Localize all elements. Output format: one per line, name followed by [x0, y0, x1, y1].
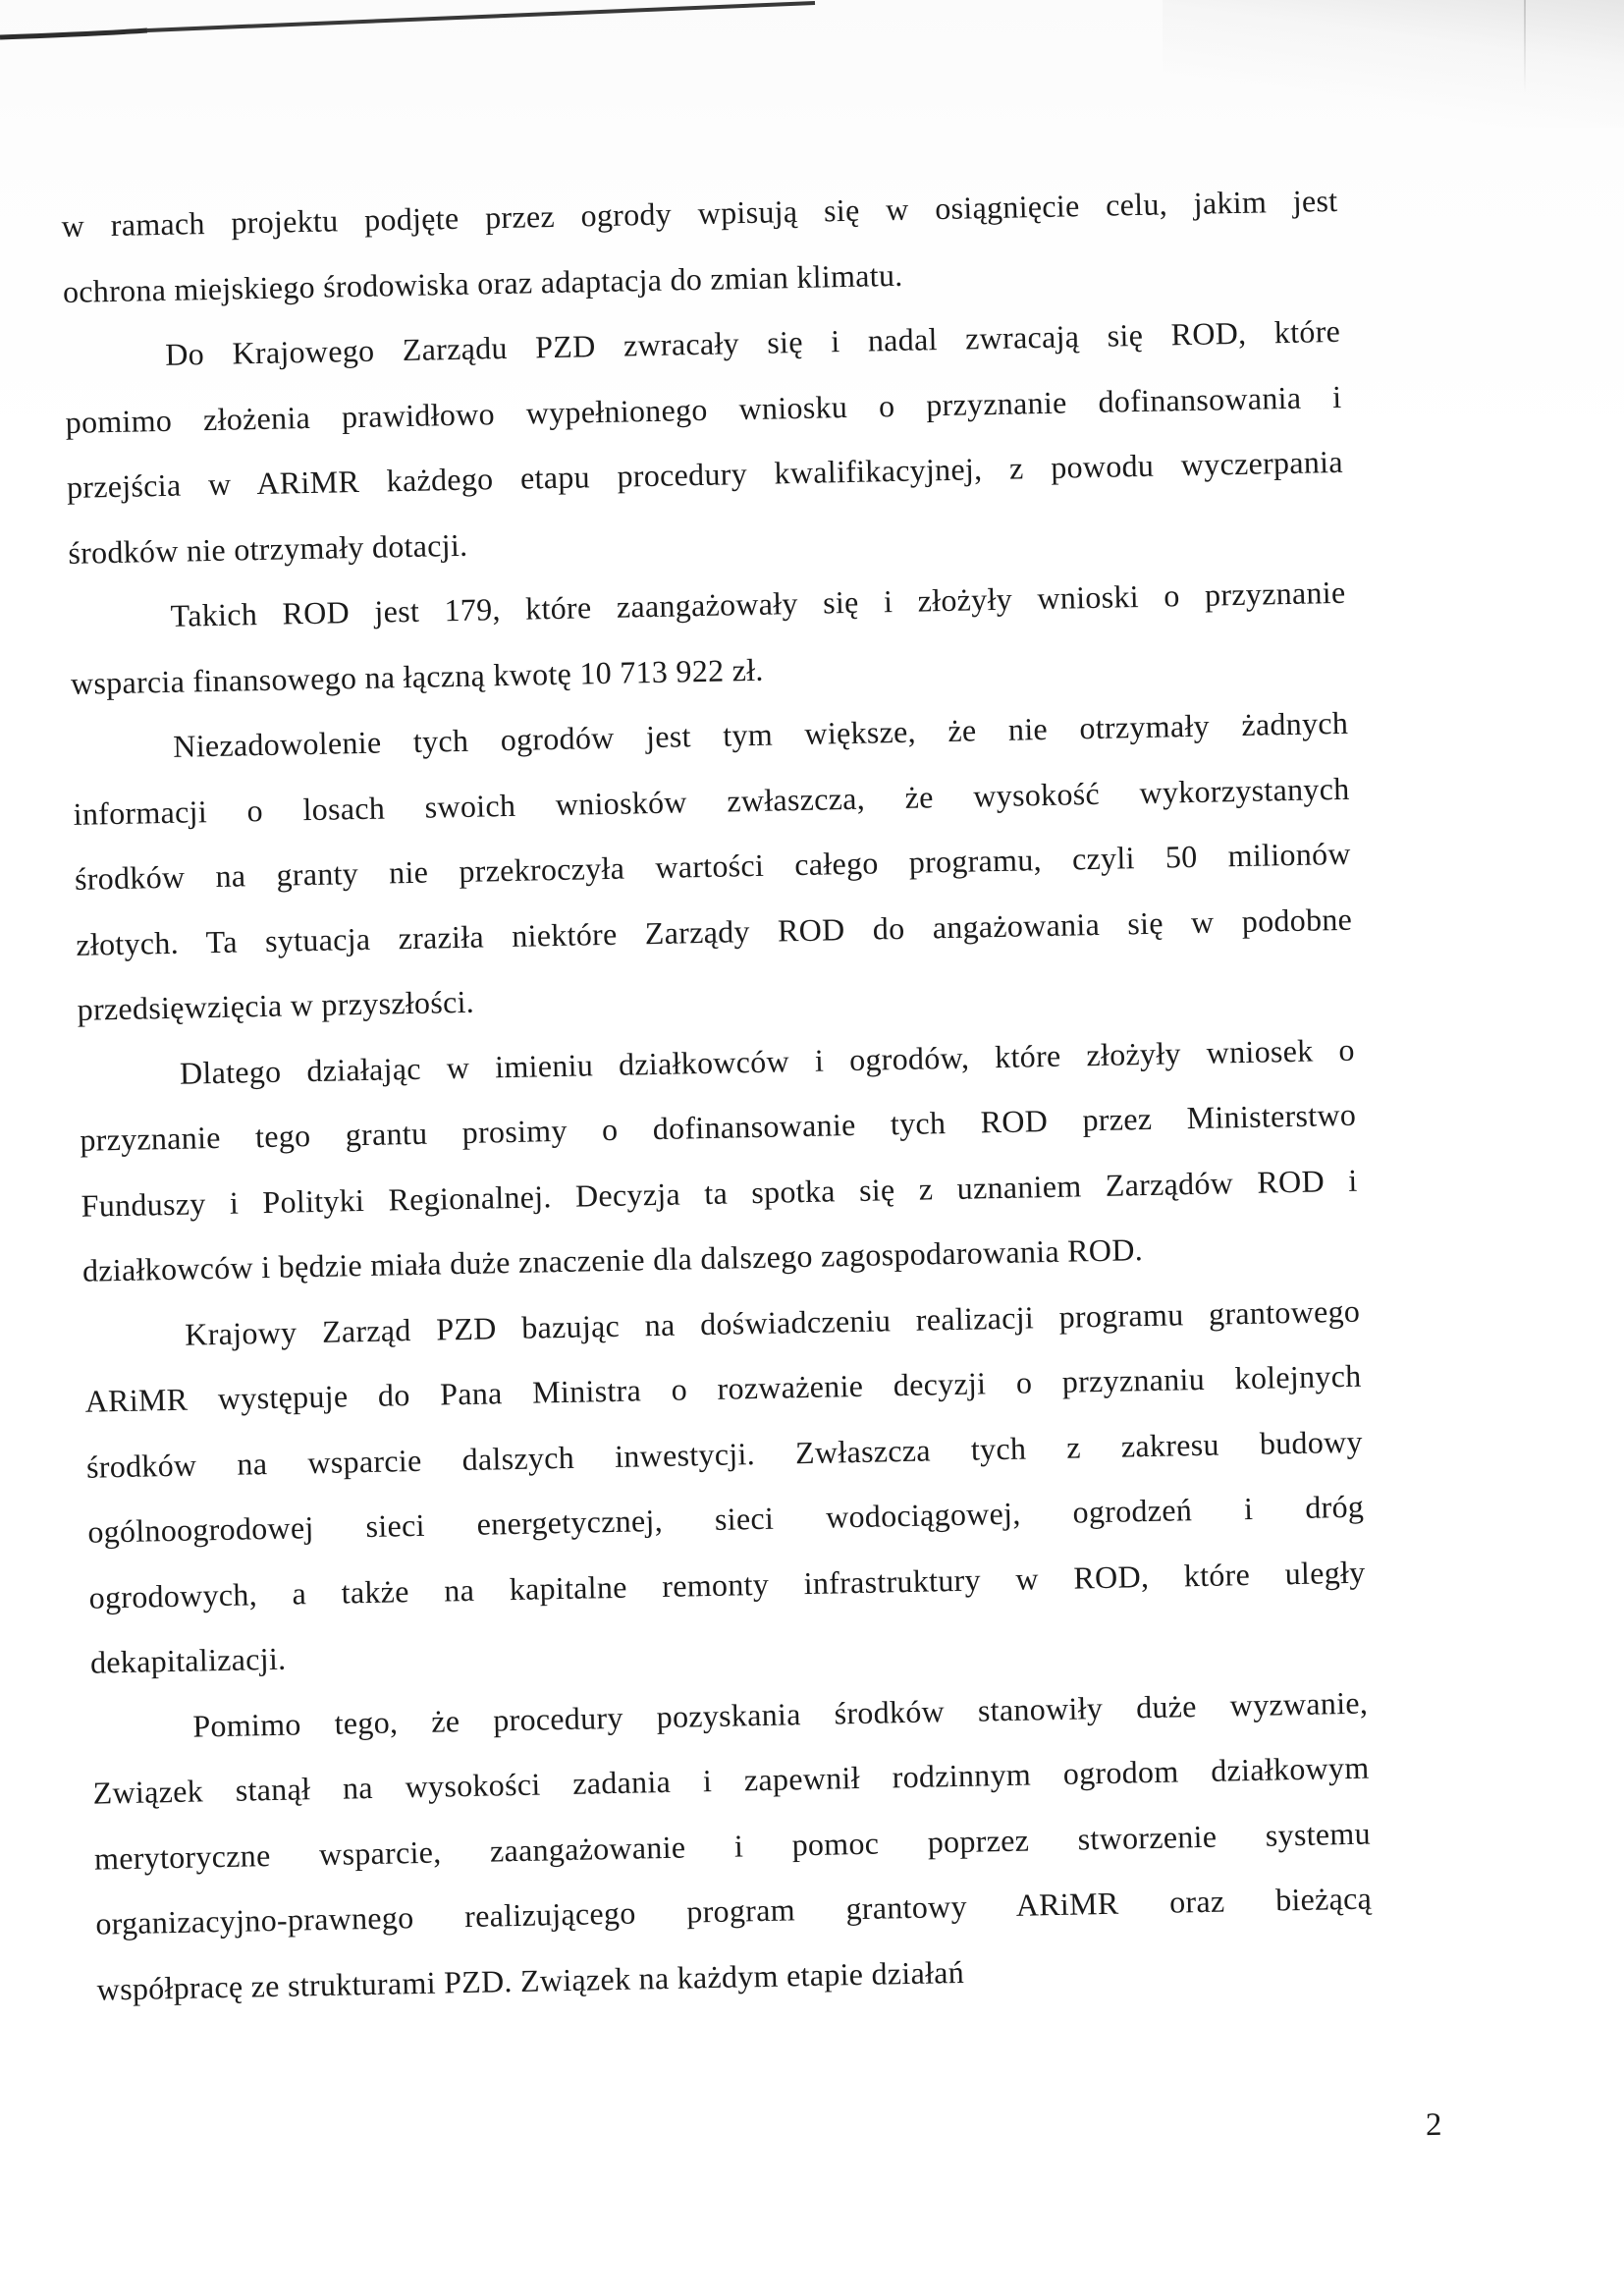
scanner-shadow	[1163, 0, 1624, 128]
text-line: merytoryczne wsparcie, zaangażowanie i pomoc poprzez stworzenie systemu	[93, 1815, 1372, 1877]
text-line: Pomimo tego, że procedury pozyskania środków stanowiły duże wyzwanie,	[191, 1684, 1369, 1744]
text-line: złotych. Ta sytuacja zraziła niektóre Zarządy ROD do angażowania się w podobne	[75, 901, 1353, 962]
text-line: Funduszy i Polityki Regionalnej. Decyzja ta spotka się z uznaniem Zarządów ROD i	[81, 1162, 1358, 1224]
text-line: Niezadowolenie tych ogrodów jest tym większe, że nie otrzymały żadnych	[172, 704, 1349, 764]
text-line: ogrodowych, a także na kapitalne remonty infrastruktury w ROD, które uległy	[88, 1554, 1366, 1615]
text-line: Krajowy Zarząd PZD bazując na doświadczeniu realizacji programu grantowego	[184, 1292, 1361, 1352]
letter-body	[61, 168, 1374, 2022]
text-line: współpracę ze strukturami PZD. Związek na każdym etapie działań	[96, 1953, 965, 2007]
page-number: 2	[1425, 2106, 1442, 2144]
text-line: dekapitalizacji.	[89, 1640, 287, 1680]
text-line: Dlatego działając w imieniu działkowców i ogrodów, które złożyły wniosek o	[179, 1031, 1356, 1091]
text-line: informacji o losach swoich wniosków zwłaszcza, że wysokość wykorzystanych	[73, 770, 1350, 832]
text-line: środków na granty nie przekroczyła wartości całego programu, czyli 50 milionów	[74, 835, 1352, 897]
scan-artifact-line	[0, 0, 864, 59]
text-line: w ramach projektu podjęte przez ogrody wpisują się w osiągnięcie celu, jakim jest	[61, 182, 1338, 244]
scanner-edge-streak	[1524, 0, 1526, 93]
text-line: Do Krajowego Zarządu PZD zwracały się i nadal zwracają się ROD, które	[164, 312, 1341, 372]
text-line: środków na wsparcie dalszych inwestycji. Zwłaszcza tych z zakresu budowy	[85, 1423, 1364, 1485]
text-line: działkowców i będzie miała duże znaczenie dla dalszego zagospodarowania ROD.	[81, 1231, 1144, 1288]
text-line: przejścia w ARiMR każdego etapu procedury kwalifikacyjnej, z powodu wyczerpania	[66, 443, 1344, 505]
text-line: wsparcia finansowego na łączną kwotę 10 713 922 zł.	[70, 651, 764, 701]
text-line: Takich ROD jest 179, które zaangażowały się i złożyły wnioski o przyznanie	[170, 574, 1346, 633]
text-line: pomimo złożenia prawidłowo wypełnionego wniosku o przyznanie dofinansowania i	[65, 378, 1342, 440]
text-line: ogólnoogrodowej sieci energetycznej, sieci wodociągowej, ogrodzeń i dróg	[86, 1488, 1365, 1550]
text-line: środków nie otrzymały dotacji.	[67, 526, 468, 571]
text-line: organizacyjno-prawnego realizującego program grantowy ARiMR oraz bieżącą	[95, 1880, 1373, 1941]
text-line: przedsięwzięcia w przyszłości.	[77, 983, 475, 1027]
text-line: przyznanie tego grantu prosimy o dofinansowanie tych ROD przez Ministerstwo	[79, 1096, 1357, 1158]
text-line: ARiMR występuje do Pana Ministra o rozważenie decyzji o przyznaniu kolejnych	[84, 1357, 1362, 1419]
text-line: Związek stanął na wysokości zadania i zapewnił rodzinnym ogrodom działkowym	[92, 1749, 1370, 1811]
text-line: ochrona miejskiego środowiska oraz adaptacja do zmian klimatu.	[62, 256, 903, 309]
